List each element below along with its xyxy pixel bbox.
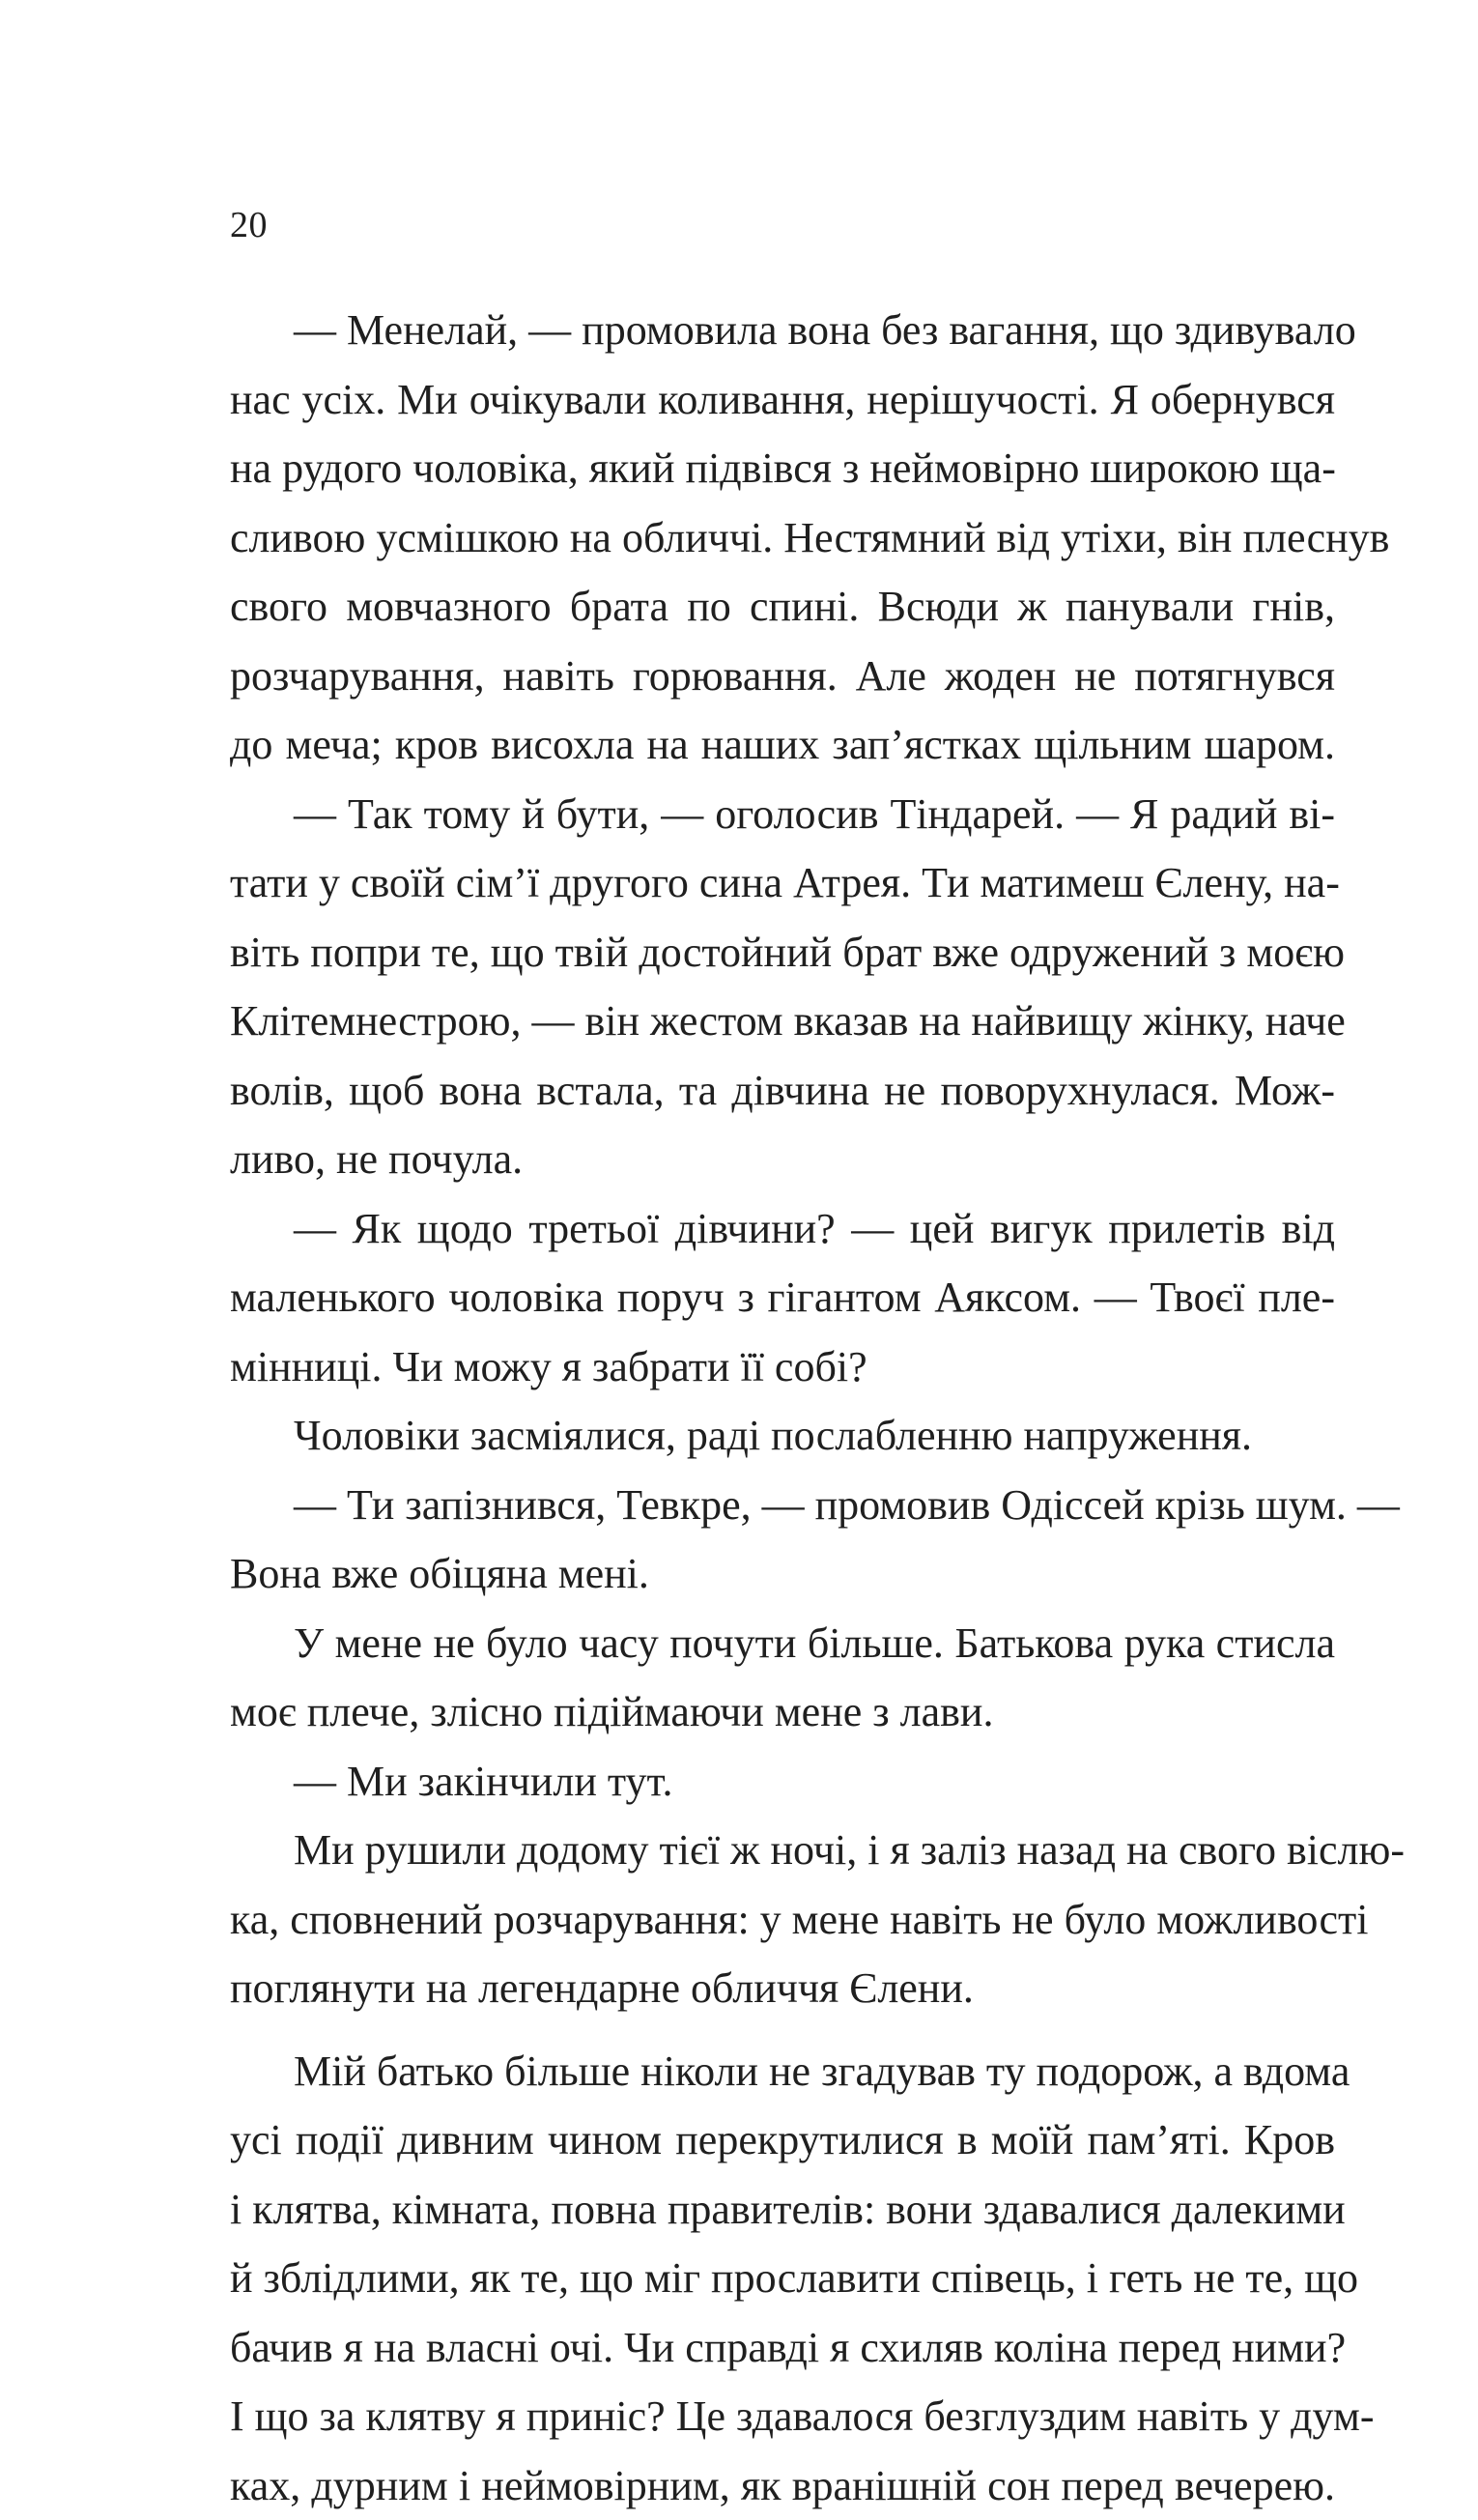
text-line: ка, сповнений розчарування: у мене навіть не було можливості	[230, 1885, 1335, 1955]
text-line: мінниці. Чи можу я забрати її собі?	[230, 1332, 1335, 1402]
body-text	[230, 296, 1335, 2520]
text-line: Чоловіки засміялися, раді послабленню напруження.	[230, 1401, 1335, 1471]
text-line: — Ти запізнився, Тевкре, — промовив Одіссей крізь шум. —	[230, 1471, 1335, 1540]
text-line: Мій батько більше ніколи не згадував ту подорож, а вдома	[230, 2037, 1335, 2106]
text-line: моє плече, злісно підіймаючи мене з лави.	[230, 1677, 1335, 1747]
text-line: розчарування, навіть горювання. Але жоден не потягнувся	[230, 642, 1335, 711]
text-line: і клятва, кімната, повна правителів: вони здавалися далекими	[230, 2175, 1335, 2245]
text-line: І що за клятву я приніс? Це здавалося безглуздим навіть у дум-	[230, 2382, 1335, 2451]
paragraph-gap	[230, 2023, 1335, 2037]
text-line: — Так тому й бути, — оголосив Тіндарей. — Я радий ві-	[230, 780, 1335, 849]
text-line: ках, дурним і неймовірним, як вранішній сон перед вечерею.	[230, 2451, 1335, 2520]
text-line: — Ми закінчили тут.	[230, 1747, 1335, 1817]
text-line: нас усіх. Ми очікували коливання, нерішучості. Я обернувся	[230, 365, 1335, 435]
text-line: — Як щодо третьої дівчини? — цей вигук прилетів від	[230, 1194, 1335, 1264]
text-line: поглянути на легендарне обличчя Єлени.	[230, 1954, 1335, 2023]
text-line: тати у своїй сім’ї другого сина Атрея. Ти матимеш Єлену, на-	[230, 848, 1335, 918]
text-line: бачив я на власні очі. Чи справді я схиляв коліна перед ними?	[230, 2313, 1335, 2383]
text-line: усі події дивним чином перекрутилися в моїй пам’яті. Кров	[230, 2105, 1335, 2175]
text-line: — Менелай, — промовила вона без вагання, що здивувало	[230, 296, 1335, 365]
text-line: до меча; кров висохла на наших зап’ястках щільним шаром.	[230, 710, 1335, 780]
text-line: сливою усмішкою на обличчі. Нестямний від утіхи, він плеснув	[230, 503, 1335, 573]
page-number: 20	[230, 207, 268, 243]
text-line: свого мовчазного брата по спині. Всюди ж панували гнів,	[230, 572, 1335, 642]
text-line: Вона вже обіцяна мені.	[230, 1539, 1335, 1609]
text-line: на рудого чоловіка, який підвівся з неймовірно широкою ща-	[230, 434, 1335, 503]
text-line: волів, щоб вона встала, та дівчина не поворухнулася. Мож-	[230, 1056, 1335, 1126]
text-line: віть попри те, що твій достойний брат вже одружений з моєю	[230, 918, 1335, 988]
text-line: У мене не було часу почути більше. Батькова рука стисла	[230, 1609, 1335, 1678]
text-line: маленького чоловіка поруч з гігантом Аяксом. — Твоєї пле-	[230, 1263, 1335, 1332]
text-line: й зблідлими, як те, що міг прославити співець, і геть не те, що	[230, 2244, 1335, 2313]
text-line: Клітемнестрою, — він жестом вказав на найвищу жінку, наче	[230, 987, 1335, 1056]
text-line: ливо, не почула.	[230, 1125, 1335, 1194]
text-line: Ми рушили додому тієї ж ночі, і я заліз назад на свого віслю-	[230, 1816, 1335, 1885]
